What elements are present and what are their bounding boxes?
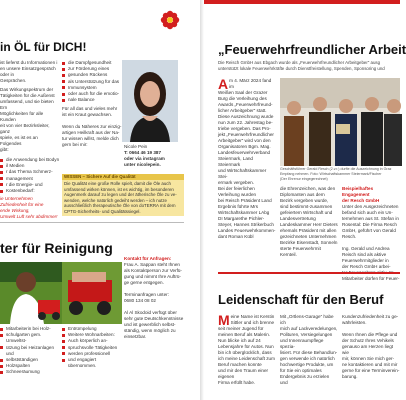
cleaning-headline: ter für Reinigung <box>0 240 113 256</box>
list-item: Holzspalten <box>0 363 60 369</box>
text-line: Diplomanten aus dem <box>280 192 325 197</box>
list-item: Mitarbeiterin bei Holz- <box>0 326 60 332</box>
text-line: Wirtschaftskammer LAbg <box>218 210 270 215</box>
text-line: gung und nimmt Ihre Auftrü- <box>124 274 181 279</box>
text-line: meinen Beruf als Malerin. <box>218 332 271 337</box>
engagement-title: Beispielhaftes Engagement <box>342 186 374 197</box>
text-line: Kernteil. <box>280 252 297 257</box>
text-line: Wenn du Näheres zur einzig- <box>62 124 122 130</box>
text-line: und Innenraumpflege spezia- <box>280 338 324 349</box>
text-line: Reisch sind als aktive <box>342 252 387 257</box>
text-line: der Schutz Ihres Vehikels <box>342 338 394 343</box>
text-line: Möglichkeiten für alle Kunden <box>0 111 44 122</box>
text-line: GmbH, geführt von Gerald <box>342 228 396 233</box>
text-line: gen verwende ich natürlich <box>280 356 335 361</box>
text-line: Landesvertretung <box>280 216 316 221</box>
text-line: Sittler und ich brenne <box>230 320 275 325</box>
text-line: bei Reisch Präsident Land <box>218 198 272 203</box>
text-line: tur wissen willst, melde dich <box>62 136 119 142</box>
text-line: DI Margarethe Pichler- <box>218 216 265 221</box>
text-line: für Sie ein optimales <box>280 368 322 373</box>
list-item: Entrümpelung <box>62 326 122 332</box>
text-line: der Resch GmbH arbei- <box>342 264 391 269</box>
text-line: sehr gute Deutschkenntnisse <box>124 316 184 321</box>
list-item: r das Thema Schmerz- <box>0 169 60 175</box>
text-line: Terminanfragen unter: <box>124 292 169 297</box>
text-line: Rosental: Die Firma Resch <box>342 222 397 227</box>
portrait-illustration <box>122 60 178 142</box>
text-line: Polituren, Versiegelungen <box>280 332 333 337</box>
list-item: oder auch für die emotio- <box>62 91 122 97</box>
fire-headline: „Feuerwehrfreundlicher Arbeit <box>218 42 406 57</box>
list-item: gesunden Rückens <box>62 72 122 78</box>
text-line: eine Name ist Kerstin <box>230 314 275 319</box>
list-item: nale Balance <box>62 97 122 103</box>
left-page <box>0 0 200 400</box>
text-line: Diese Auszeichnung wurde <box>218 114 274 119</box>
text-line: artigen Heilkraft aus der Na- <box>62 130 120 136</box>
text-line: barung. <box>342 374 358 379</box>
contact-block <box>124 144 180 172</box>
cleaning-bullets-2 <box>62 326 122 400</box>
right-top-bar <box>204 0 400 4</box>
text-line: einsetzbar. <box>124 334 147 339</box>
text-line: Kundenzufriedenheit zu ge- <box>342 314 399 319</box>
text-line: Firma erfüllt habe. <box>218 380 256 385</box>
list-item: Schneeräumung <box>0 369 60 375</box>
passion-headline: Leidenschaft für den Beruf <box>218 292 384 307</box>
list-item: spruchsvolle Tätigkeiten <box>62 345 122 351</box>
list-item: werden professionell <box>62 351 122 357</box>
text-line: lisiert. Für diese Behandlun- <box>280 350 338 355</box>
text-line: licher Arbeitgeber“ statt. <box>218 108 267 113</box>
text-line: währleisten. <box>342 320 367 325</box>
text-line: Umwelt Luft sehr abdimmer! <box>0 214 58 220</box>
text-line: und ist gewerblich selbst- <box>124 322 176 327</box>
text-line: Geschäftsführer Gerald Resch (2.v.r.) durfte die Auszeichnung in Graz <box>280 167 392 171</box>
award-illustration <box>280 78 400 166</box>
text-line: Arbeitgeber“ wird von den <box>218 138 271 143</box>
mower-photo <box>62 262 122 324</box>
list-item: management <box>0 176 60 182</box>
text-line: seit meiner Jugend für <box>218 326 264 331</box>
text-line: Das Wirkungspektrum der <box>0 87 54 92</box>
list-item: die Dampfgesundheit <box>62 60 122 66</box>
list-item: Immunsystem <box>62 85 122 91</box>
fire-column-1 <box>218 76 276 185</box>
left-bullets <box>0 157 60 194</box>
intro2-text <box>0 87 60 153</box>
cleaning-bullets-1 <box>0 326 60 400</box>
text-line: Gesprächen. <box>0 78 27 83</box>
list-item: schulgarten gem. Umweltst- <box>0 332 60 344</box>
text-line: ende Wirkung, <box>0 208 30 214</box>
text-line: sterte Feuerwehrmit <box>280 246 321 251</box>
text-line: ternehmen aus St. Stefan in <box>342 216 399 221</box>
text-line: Augenmerk darauf zu legen und der ätherische Öle zu ve- <box>64 192 177 198</box>
text-line: unterstützt lokale Feuerwehrkräfte durch Dienstfreistellung, Spenden, Sponsoring und <box>218 66 385 71</box>
quality-box-title: WISSEN – Sichere Auf die Qualität <box>62 174 184 180</box>
text-line: Steyer, Hannes Strikerbuch <box>218 222 274 227</box>
fire-subline <box>218 60 400 74</box>
text-line: eit von vier Bezirksleiter, ganz <box>0 123 50 134</box>
text-line: gibt: <box>0 147 9 152</box>
mid-text <box>62 106 122 148</box>
text-line: ge gerne entgegen. <box>124 280 164 285</box>
text-line: ich meine Leidenschaft zum <box>218 356 275 361</box>
list-item: als Unterstützung für das <box>62 79 122 85</box>
text-line: Beruf machen konnte <box>218 362 262 367</box>
passion-column-2 <box>280 314 338 400</box>
text-line: Endergebnis zu erzielen und <box>280 374 330 385</box>
text-line: Lebensjahre für Autos. Nun <box>218 344 274 349</box>
text-line: Mitarbeiter dürfen für Feuer- <box>342 276 400 281</box>
text-line: ausschließlich therapeutische Öle von doTERRA mit dem <box>64 203 176 209</box>
list-item: ützung bei Heizanlagen und <box>0 345 60 357</box>
engagement-subtitle: der Resch GmbH <box>342 198 380 203</box>
flower-logo-icon <box>160 10 180 30</box>
list-item: selbstständigen <box>0 357 60 363</box>
passion-column-3 <box>342 314 400 400</box>
left-column-1 <box>0 60 60 220</box>
text-line: 0680 134 08 02 <box>124 298 156 303</box>
fire-column-2 <box>218 186 278 262</box>
text-line: gern bei mir: <box>62 142 88 148</box>
text-line: m 4. März 2024 fand im <box>229 78 272 89</box>
text-line: nun zum 22. Jahrestag be- <box>218 120 273 125</box>
text-line: Empfang nehmen. Foto: Wirtschaftskammer Steiermark/Fischer <box>280 172 382 176</box>
text-line: ne kontaktieren und mit mir <box>342 362 398 367</box>
text-line: Resch. <box>342 234 357 239</box>
dropcap: A <box>218 76 229 92</box>
text-line: ermark vergeben. <box>218 180 255 185</box>
cleaning-contact <box>124 256 188 400</box>
text-line: ehemals Präsident mit allen <box>280 228 337 233</box>
text-line: Bei der feierlichen <box>218 186 255 191</box>
left-headline: in ÖL für DICH! <box>0 40 87 54</box>
list-item: il Medien <box>0 163 60 169</box>
section-divider <box>0 222 184 223</box>
award-caption <box>280 167 400 183</box>
text-line: mich auf Lackveredelungen, <box>280 326 338 331</box>
fire-column-3 <box>342 186 400 281</box>
text-line: Organisatoren Bgm. Mag. <box>218 144 271 149</box>
text-line: ständig, wenn möglich zu <box>124 328 176 333</box>
list-item: Auch körperlich an- <box>62 338 122 344</box>
text-line: hochwertige Produkte, um <box>280 362 334 367</box>
text-line: bin ich überglücklich, dass <box>218 350 272 355</box>
text-line: ist ein Kraut gewachsen. <box>62 112 113 118</box>
right-page <box>204 0 406 400</box>
text-line: Nun blicke ich auf 24 <box>218 338 261 343</box>
text-line: Die Qualität eine große Rolle spielt, damit die Öle auch <box>64 181 171 186</box>
text-line: Landes Feuerwehrkommen- <box>218 228 276 233</box>
left-tail-text <box>0 196 60 220</box>
text-line: Weißen Saal der Grazer <box>218 90 268 95</box>
contact-extra: oder via instagram <box>124 156 165 161</box>
text-line: Awards „Feuerwehrfreund- <box>218 102 273 107</box>
text-line: Landesfeuerwehrverband <box>218 150 271 155</box>
award-photo <box>280 78 400 166</box>
text-line: dant Roman Kübl <box>218 234 254 239</box>
text-line: triebe vergeben. Das Pro- <box>218 126 271 131</box>
right-section-divider <box>218 272 400 274</box>
list-item: Weitere Wohnarbeiten: <box>62 332 122 338</box>
text-line: Landeskammer Herr Dieters <box>280 222 338 227</box>
text-line: als Kontaktperson zur Verfü- <box>124 268 182 273</box>
list-item: und engagiert übernommen. <box>62 357 122 369</box>
text-line: spiele, es ist es an Folgendes <box>0 135 38 146</box>
intro-text <box>0 60 60 84</box>
text-line: die Ehrenzeichen, was den <box>280 186 336 191</box>
list-item: r die Energie- und <box>0 182 60 188</box>
text-line: Burg die Verleihung des <box>218 96 267 101</box>
text-line: mir, können Sie mich ger- <box>342 356 395 361</box>
worker-photo <box>0 262 62 324</box>
text-line: wenden, welche natürlich gedeiht werden – ich nutze <box>64 197 168 203</box>
text-line: Ergebnis führte Mrs <box>218 204 259 209</box>
text-line: gezeichneten Unternehmen <box>280 234 337 239</box>
fire-column-2b <box>280 186 338 262</box>
text-line: umfassend wirken können, ist es wichtig, im besonderen <box>64 186 174 192</box>
text-line: sind bestimmt-zusammen <box>280 204 333 209</box>
text-line: umfassend, und sie bieten Ern <box>0 99 54 110</box>
contact-name: Nicole Pein <box>124 144 148 149</box>
text-line: Für all das und vieles mehr <box>62 106 118 112</box>
text-line: Al Al Skodoid verfügt über <box>124 310 177 315</box>
text-line: und Wirtschaftskammer Stei- <box>218 168 267 179</box>
text-line: Mit „Ortlens-Garage“ habe ich <box>280 314 334 325</box>
portrait-photo <box>122 60 178 142</box>
text-line: ie Unternehmen Zufriedenheit für eine <box>0 196 44 208</box>
text-line: ist lieferst du Informationen i <box>0 60 58 65</box>
contact-phone: T: 0664 46 19 387 <box>124 150 162 155</box>
text-line: Steiermark, Land Steiermark <box>218 156 253 167</box>
text-line: Tätigkeiten für die Außenst <box>0 93 55 98</box>
text-line: jekt „Feuerwehrfreundlicher <box>218 132 274 137</box>
list-item: die Anwendung bei Bodyn <box>0 157 60 163</box>
text-line: Feuerwehrmitglieder in <box>342 258 389 263</box>
text-line: Unter den Ausgezeichneten <box>342 204 399 209</box>
text-line: Frau A. Sappan steht Ihnen <box>124 262 180 267</box>
cleaning-contact-title: Kontakt für Anfragen: <box>124 256 172 261</box>
text-line: en unsere Einsatzgespräch oder in <box>0 66 56 77</box>
text-line: genauso am Herzen liegt wie <box>342 344 394 355</box>
contact-handle: unter nicolepein. <box>124 162 161 167</box>
list-item: zur Förderung eines <box>62 66 122 72</box>
text-line: gerne für eine Terminverein- <box>342 368 400 373</box>
left-column-2 <box>62 60 122 172</box>
text-line: Ing. Gerald und Andrea <box>342 246 390 251</box>
text-line: Wenn Ihnen die Pflege und <box>342 332 398 337</box>
passion-dropcap: M <box>218 312 230 328</box>
list-item: Kostenbedarf: <box>0 188 60 194</box>
text-line: gefeiertem Wirtschaft und <box>280 210 333 215</box>
quality-info-box <box>62 174 184 216</box>
mower-illustration <box>62 262 122 324</box>
worker-illustration <box>0 262 62 324</box>
text-line: CPTG-Sicherheits- und Qualitätssiegel. <box>64 208 141 214</box>
text-line: Bezirk vergeben wurde, <box>280 198 329 203</box>
text-line: Die Reisch GmbH aus Ebgach wurde als „Feuerwehrfreundlicher Arbeitgeber“ ausg <box>218 60 381 65</box>
text-line: Bezirke Eisenstadt, Sonneln <box>280 240 338 245</box>
quality-box-text <box>62 180 184 216</box>
text-line: (Der Ehrenur eingegerechnet) <box>280 177 328 181</box>
text-line: befand sich auch ein Un- <box>342 210 393 215</box>
text-line: und mir den Traum einer eigenen <box>218 368 269 379</box>
passion-column-1 <box>218 314 276 400</box>
text-line: Verleihung wurden <box>218 192 257 197</box>
mid-bullets <box>62 60 122 103</box>
